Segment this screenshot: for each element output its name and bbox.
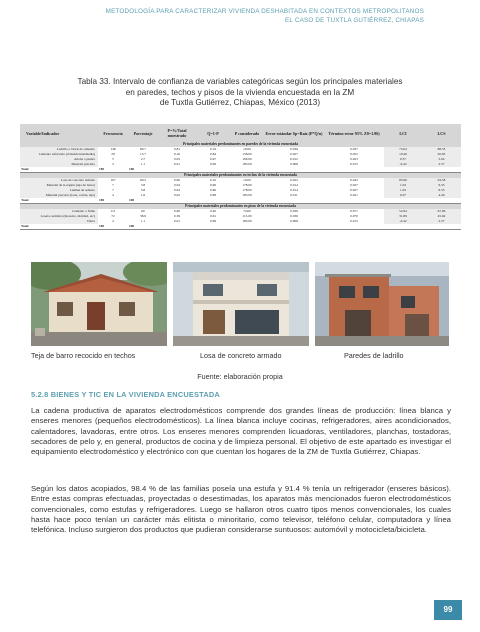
table-cell: 0.071 xyxy=(350,209,358,214)
photo-caption-slab: Losa de concreto armado xyxy=(200,351,282,360)
table-cell: 0.37 xyxy=(384,157,422,162)
table-cell: 0.16 xyxy=(174,152,180,157)
table-cell: 0.97 xyxy=(210,157,216,162)
total-cell: 185 xyxy=(98,198,128,204)
col-header-q: Q=1-P xyxy=(196,124,230,142)
table-cell: 183.00 xyxy=(242,162,252,167)
total-cell: Total xyxy=(20,198,98,204)
table-cell: 1.6 xyxy=(140,193,146,198)
total-cell: 185 xyxy=(98,224,128,230)
table-cell: 1.03 xyxy=(384,188,422,193)
table-cell: 0.39 xyxy=(174,214,180,219)
total-cell xyxy=(384,224,422,230)
table-cell: 0.037 xyxy=(350,147,358,152)
paragraph-2: Según los datos acopiados, 98.4 % de las familias poseía una estufa y 91.4 % tenía un refrigerador (enseres básicos). Entre estas compras efectuadas, proyectadas o desestimadas, los aparatos más mencionados fueron electrodomésticos convencionales, como estufas y refrigeradores. Luego se hallaron otros cuatro tipos menos convencionales, los cuales hasta hace poco tenían un carácter más elitista o minoritario, como televisor, teléfono celular, computadora y línea telefónica. Incluso surgieron dos productos que pudieran considerarse suntuosos: automóvil y motocicleta/bicicleta. xyxy=(31,484,451,535)
table-caption-line3: de Tuxtla Gutiérrez, Chiapas, México (2013) xyxy=(159,98,321,108)
table-cell: 88.33 xyxy=(422,147,461,152)
table-cell: 0.027 xyxy=(290,152,298,157)
table-caption-line1: Tabla 33. Intervalo de confianza de variables categóricas según los principales materiales xyxy=(77,77,403,86)
table-cell: Material precario (lona, cartón, teja) xyxy=(20,193,98,198)
table-cell: 0.070 xyxy=(350,214,358,219)
table-cell: 0.014 xyxy=(290,183,298,188)
photo-strip xyxy=(31,262,449,346)
table-cell: 1.03 xyxy=(384,183,422,188)
table-cell: 0.027 xyxy=(350,188,358,193)
confidence-table xyxy=(20,124,461,230)
table-cell: 0.04 xyxy=(174,183,180,188)
col-header-lci: LCI xyxy=(384,124,422,142)
photo-caption-brick: Paredes de ladrillo xyxy=(344,351,404,360)
table-cell: 3.8 xyxy=(140,183,146,188)
photo-caption-tile: Teja de barro recocido en techos xyxy=(31,351,136,360)
table-cell: 6.53 xyxy=(422,183,461,188)
table-cell: Cemento reforzado (vivienda intermedia) xyxy=(20,152,98,157)
table-cell: 1.1 xyxy=(140,162,146,167)
table-cell: 80.7 xyxy=(140,147,146,152)
table-cell: 0.03 xyxy=(174,157,180,162)
table-cell: 72 xyxy=(111,214,115,219)
table-cell: 2 xyxy=(112,162,114,167)
table-cell: 0.98 xyxy=(210,193,216,198)
table-cell: 85.96 xyxy=(384,178,422,183)
table-cell: 0.96 xyxy=(210,183,216,188)
table-cell: 0.027 xyxy=(350,183,358,188)
table-cell: 0.039 xyxy=(290,147,298,152)
table-cell: 0.022 xyxy=(290,178,298,183)
total-cell xyxy=(324,224,384,230)
photo-concrete-slab xyxy=(173,262,309,346)
table-cell: 0.10 xyxy=(210,178,216,183)
table-cell: 67.06 xyxy=(422,209,461,214)
photo-tile-roof xyxy=(31,262,167,346)
table-cell: 0.014 xyxy=(290,188,298,193)
table-cell: 178.00 xyxy=(242,188,252,193)
total-cell xyxy=(264,224,324,230)
table-cell: 0.40 xyxy=(210,209,216,214)
table-cell: Loseta cerámica (mosaico, mármol, etc) xyxy=(20,214,98,219)
table-cell: 0.036 xyxy=(290,214,298,219)
section-title-cell: Principales materiales predominantes en techos de la vivienda encuestada xyxy=(20,173,461,179)
total-cell: 100 xyxy=(128,224,158,230)
confidence-table-wrap xyxy=(20,124,461,230)
table-cell: 74.00 xyxy=(243,209,251,214)
table-cell: 0.011 xyxy=(290,193,298,198)
table-cell: 2.57 xyxy=(422,162,461,167)
table-cell: 60 xyxy=(141,209,145,214)
table-cell: Material de la región (teja de barro) xyxy=(20,183,98,188)
table-cell: 6.53 xyxy=(422,188,461,193)
table-cell: 19.00 xyxy=(243,147,251,152)
table-total-row xyxy=(20,224,461,230)
table-cell: -0.42 xyxy=(384,219,422,224)
table-cell: Adobe o piedra xyxy=(20,157,98,162)
house-tile-roof-photo xyxy=(31,262,167,346)
section-title-cell: Principales materiales predominantes en pisos de la vivienda encuestada xyxy=(20,204,461,210)
table-cell: 10.00 xyxy=(243,178,251,183)
table-cell: 0.023 xyxy=(350,157,358,162)
col-header-termino: Término error 95% Z0=1.96) xyxy=(324,124,384,142)
col-header-error: Error estándar Sp=Raíz (P*Q/n) xyxy=(264,124,324,142)
table-cell: 113.00 xyxy=(242,214,252,219)
table-cell: 0.015 xyxy=(350,219,358,224)
table-cell: 0.036 xyxy=(290,209,298,214)
table-cell: 5 xyxy=(112,157,114,162)
table-cell: 0.008 xyxy=(290,162,298,167)
table-cell: -0.42 xyxy=(384,162,422,167)
table-cell: 90.2 xyxy=(140,178,146,183)
section-title: 5.2.8 BIENES Y TIC EN LA VIVIENDA ENCUESTADA xyxy=(31,390,220,399)
table-cell: 38.9 xyxy=(140,214,146,219)
total-cell: Total xyxy=(20,224,98,230)
table-cell: 1.1 xyxy=(140,219,146,224)
table-cell: 0.052 xyxy=(350,152,358,157)
table-cell: 2 xyxy=(112,219,114,224)
table-cell: Cemento o firme xyxy=(20,209,98,214)
col-header-porcentaje: Porcentaje xyxy=(128,124,158,142)
table-cell: 0.07 xyxy=(384,193,422,198)
total-cell: 100 xyxy=(128,198,158,204)
table-cell: 158.00 xyxy=(242,152,252,157)
section-title-cell: Principales materiales predominantes en paredes de la vivienda encuestada xyxy=(20,142,461,147)
table-cell: Ladrillo o block de cemento xyxy=(20,147,98,152)
table-cell: Material precario xyxy=(20,162,98,167)
table-cell: 2.7 xyxy=(140,157,146,162)
table-cell: 31.89 xyxy=(384,214,422,219)
table-cell: 45.94 xyxy=(422,214,461,219)
table-cell: 0.008 xyxy=(290,219,298,224)
col-header-variable: Variable/Indicador xyxy=(20,124,98,142)
table-body xyxy=(20,142,461,230)
running-header xyxy=(106,8,424,25)
table-cell: 183.00 xyxy=(242,219,252,224)
table-header-row xyxy=(20,124,461,142)
table-cell: 183.00 xyxy=(242,193,252,198)
page-number: 99 xyxy=(434,600,462,620)
table-cell: 0.81 xyxy=(174,147,180,152)
table-cell: 0.90 xyxy=(174,178,180,183)
table-cell: 0.99 xyxy=(210,162,216,167)
table-cell: 167 xyxy=(110,178,116,183)
total-cell: 185 xyxy=(98,167,128,173)
table-cell: 0.84 xyxy=(210,152,216,157)
house-concrete-slab-photo xyxy=(173,262,309,346)
table-cell: 52.94 xyxy=(384,209,422,214)
table-cell: 10.46 xyxy=(384,152,422,157)
paragraph-1: La cadena productiva de aparatos electrodomésticos comprende dos grandes líneas de producción: línea blanca y enseres menores (pequeños electrodomésticos). La línea blanca incluye cocinas, refrigeradores, aires acondicionados, calentadores, lavadoras, entre otros. Los enseres menores comprenden licuadoras, ventiladores, planchas, tostadoras, secadores de pelo y, en general, productos de cocina y de limpieza personal. El objetivo de este apartado es investigar el equipamiento electrodoméstico y electrónico con que cuentan los hogares de la ZM de Tuxtla Gutiérrez, Chiapas. xyxy=(31,406,451,457)
total-cell xyxy=(158,224,196,230)
total-cell: Total xyxy=(20,167,98,173)
table-cell: 0.01 xyxy=(174,162,180,167)
total-cell xyxy=(196,224,230,230)
table-cell: 190.00 xyxy=(242,157,252,162)
table-cell: 4.26 xyxy=(422,193,461,198)
table-cell: Lamina de asbesto xyxy=(20,188,98,193)
total-cell: 100 xyxy=(128,167,158,173)
col-header-pconsiderado: P considerado xyxy=(230,124,264,142)
table-cell: 0.61 xyxy=(210,214,216,219)
table-cell: Tierra xyxy=(20,219,98,224)
table-cell: 5.04 xyxy=(422,157,461,162)
table-cell: 0.04 xyxy=(174,188,180,193)
table-cell: 178.00 xyxy=(242,183,252,188)
photo-brick-walls xyxy=(315,262,449,346)
table-cell: Losa de concreto armado xyxy=(20,178,98,183)
table-cell: 0.60 xyxy=(174,209,180,214)
col-header-frecuencia: Frecuencia xyxy=(98,124,128,142)
table-caption xyxy=(70,77,410,109)
table-cell: 29 xyxy=(111,152,115,157)
table-cell: 0.99 xyxy=(210,219,216,224)
table-cell: 0.043 xyxy=(350,178,358,183)
table-cell: 73.04 xyxy=(384,147,422,152)
table-cell: 148 xyxy=(110,147,116,152)
table-cell: 0.021 xyxy=(350,193,358,198)
table-cell: 0.96 xyxy=(210,188,216,193)
table-cell: 111 xyxy=(110,209,116,214)
house-brick-walls-photo xyxy=(315,262,449,346)
running-header-line1: METODOLOGÍA PARA CARACTERIZAR VIVIENDA DESHABITADA EN CONTEXTOS METROPOLITANOS xyxy=(105,8,424,15)
table-cell: 0.19 xyxy=(210,147,216,152)
table-cell: 7 xyxy=(112,183,114,188)
table-cell: 4 xyxy=(112,193,114,198)
table-cell: 2.57 xyxy=(422,219,461,224)
table-cell: 7 xyxy=(112,188,114,193)
col-header-p: P=%/Total muestrado xyxy=(158,124,196,142)
running-header-line2: EL CASO DE TUXTLA GUTIÉRREZ, CHIAPAS xyxy=(285,16,424,24)
table-cell: 0.012 xyxy=(290,157,298,162)
table-cell: 94.58 xyxy=(422,178,461,183)
total-cell xyxy=(230,224,264,230)
table-caption-line2: en paredes, techos y pisos de la vivienda encuestada en la ZM xyxy=(125,87,355,97)
table-cell: 0.015 xyxy=(350,162,358,167)
photo-source: Fuente: elaboración propia xyxy=(197,372,283,381)
total-cell xyxy=(422,224,461,230)
table-cell: 3.8 xyxy=(140,188,146,193)
table-cell: 20.95 xyxy=(422,152,461,157)
table-cell: 0.01 xyxy=(174,219,180,224)
table-cell: 0.02 xyxy=(174,193,180,198)
col-header-lcs: LCS xyxy=(422,124,461,142)
table-cell: 15.7 xyxy=(140,152,146,157)
